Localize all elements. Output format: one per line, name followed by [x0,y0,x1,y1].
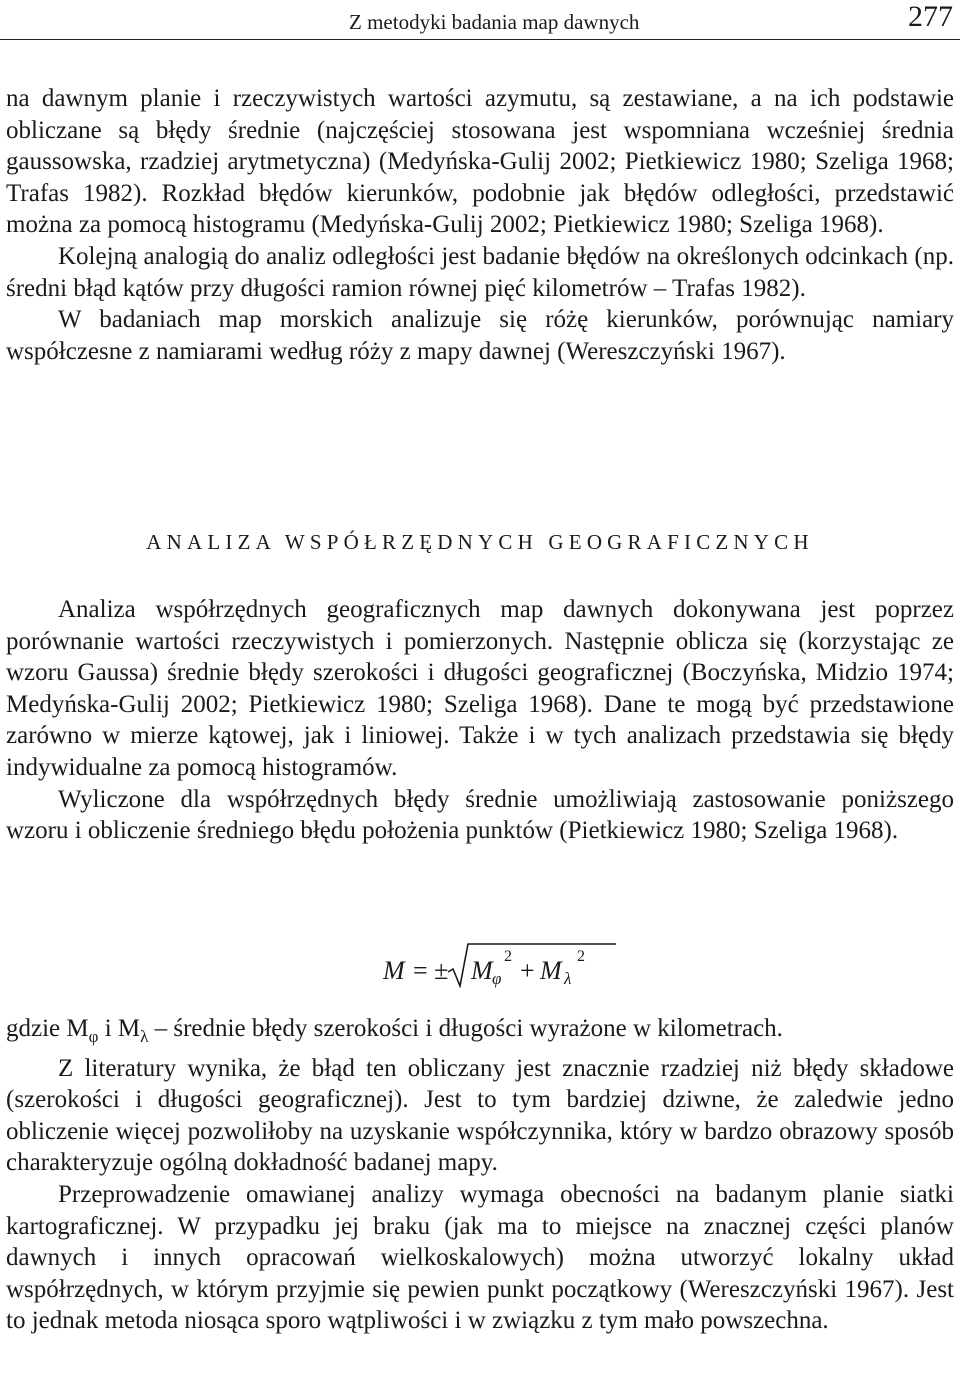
section-heading: ANALIZA WSPÓŁRZĘDNYCH GEOGRAFICZNYCH [146,530,814,554]
page-header [0,0,960,40]
formula-term1: M [471,956,493,985]
paragraph: W badaniach map morskich analizuje się różę kierunków, porównując namiary współczesne z namiarami według róży z mapy dawnej (Wereszczyński 1967). [6,306,954,365]
paragraph: Wyliczone dla współrzędnych błędy średnie umożliwiają zastosowanie poniższego wzoru i obliczenie średniego błędu położenia punktów (Pietkiewicz 1980; Szeliga 1968). [6,785,954,845]
header-rule [0,39,960,40]
formula-term2: M [540,956,562,985]
formula-term1-exponent: 2 [504,948,512,965]
formula-term2-subscript: λ [564,969,572,988]
paragraph: Z literatury wynika, że błąd ten obliczany jest znacznie rzadziej niż błędy składowe (szerokości i długości geograficznej). Jest to tym bardziej dziwne, że zaledwie jedno obliczenie więcej pozwoliłoby na uzyskanie współczynnika, który w bardzo obrazowy sposób charakteryzuje ogólną dokładność badanej mapy. [6,1054,954,1177]
paragraph: Kolejną analogią do analiz odległości jest badanie błędów na określonych odcinkach (np. średni błąd kątów przy długości ramion równej pięć kilometrów – Trafas 1982). [6,242,954,302]
phi-subscript: φ [88,1027,99,1046]
position-error-formula [383,942,613,992]
lambda-subscript: λ [140,1027,149,1046]
legend-mid: i M [98,1015,141,1042]
legend-suffix: – średnie błędy szerokości i długości wyrażone w kilometrach. [148,1015,783,1042]
paragraph: na dawnym planie i rzeczywistych wartości azymutu, są zestawiane, a na ich podstawie obliczane są błędy średnie (najczęściej stosowana jest wspomniana wcześniej średnia gaussowska, rzadziej arytmetyczna) (Medyńska-Gulij 2002; Pietkiewicz 1980; Szeliga 1968; Trafas 1982). Rozkład błędów kierunków, podobnie jak błędów odległości, przedstawić można za pomocą histogramu (Medyńska-Gulij 2002; Pietkiewicz 1980; Szeliga 1968). [6,85,954,239]
formula-term2-exponent: 2 [577,948,585,965]
formula-legend [6,1013,954,1053]
formula-term1-subscript: φ [492,969,502,988]
section-azimuth-errors [6,83,954,367]
formula-equals: = ± [413,956,449,985]
section-geographic-coordinates [6,594,954,847]
section-position-error [6,1013,954,1337]
formula-lhs: M [383,956,405,985]
formula-plus: + [520,956,535,985]
paragraph: Analiza współrzędnych geograficznych map dawnych dokonywana jest poprzez porównanie wartości rzeczywistych i pomierzonych. Następnie oblicza się (korzystając ze wzoru Gaussa) średnie błędy szerokości i długości geograficznej (Boczyńska, Midzio 1974; Medyńska-Gulij 2002; Pietkiewicz 1980; Szeliga 1968). Dane te mogą być przedstawione zarówno w mierze kątowej, jak i liniowej. Także i w tych analizach przedstawia się błędy indywidualne za pomocą histogramów. [6,596,954,781]
page-number: 277 [908,0,953,33]
legend-prefix: gdzie M [6,1015,89,1042]
running-head: Z metodyki badania map dawnych [349,10,640,34]
paragraph: Przeprowadzenie omawianej analizy wymaga obecności na badanym planie siatki kartograficznej. W przypadku jej braku (jak ma to miejsce na znacznej części planów dawnych i innych opracowań wielkoskalowych) można utworzyć lokalny układ współrzędnych, w którym przyjmie się pewien punkt początkowy (Wereszczyński 1967). Jest to jednak metoda niosąca sporo wątpliwości i w związku z tym mało powszechna. [6,1180,954,1335]
